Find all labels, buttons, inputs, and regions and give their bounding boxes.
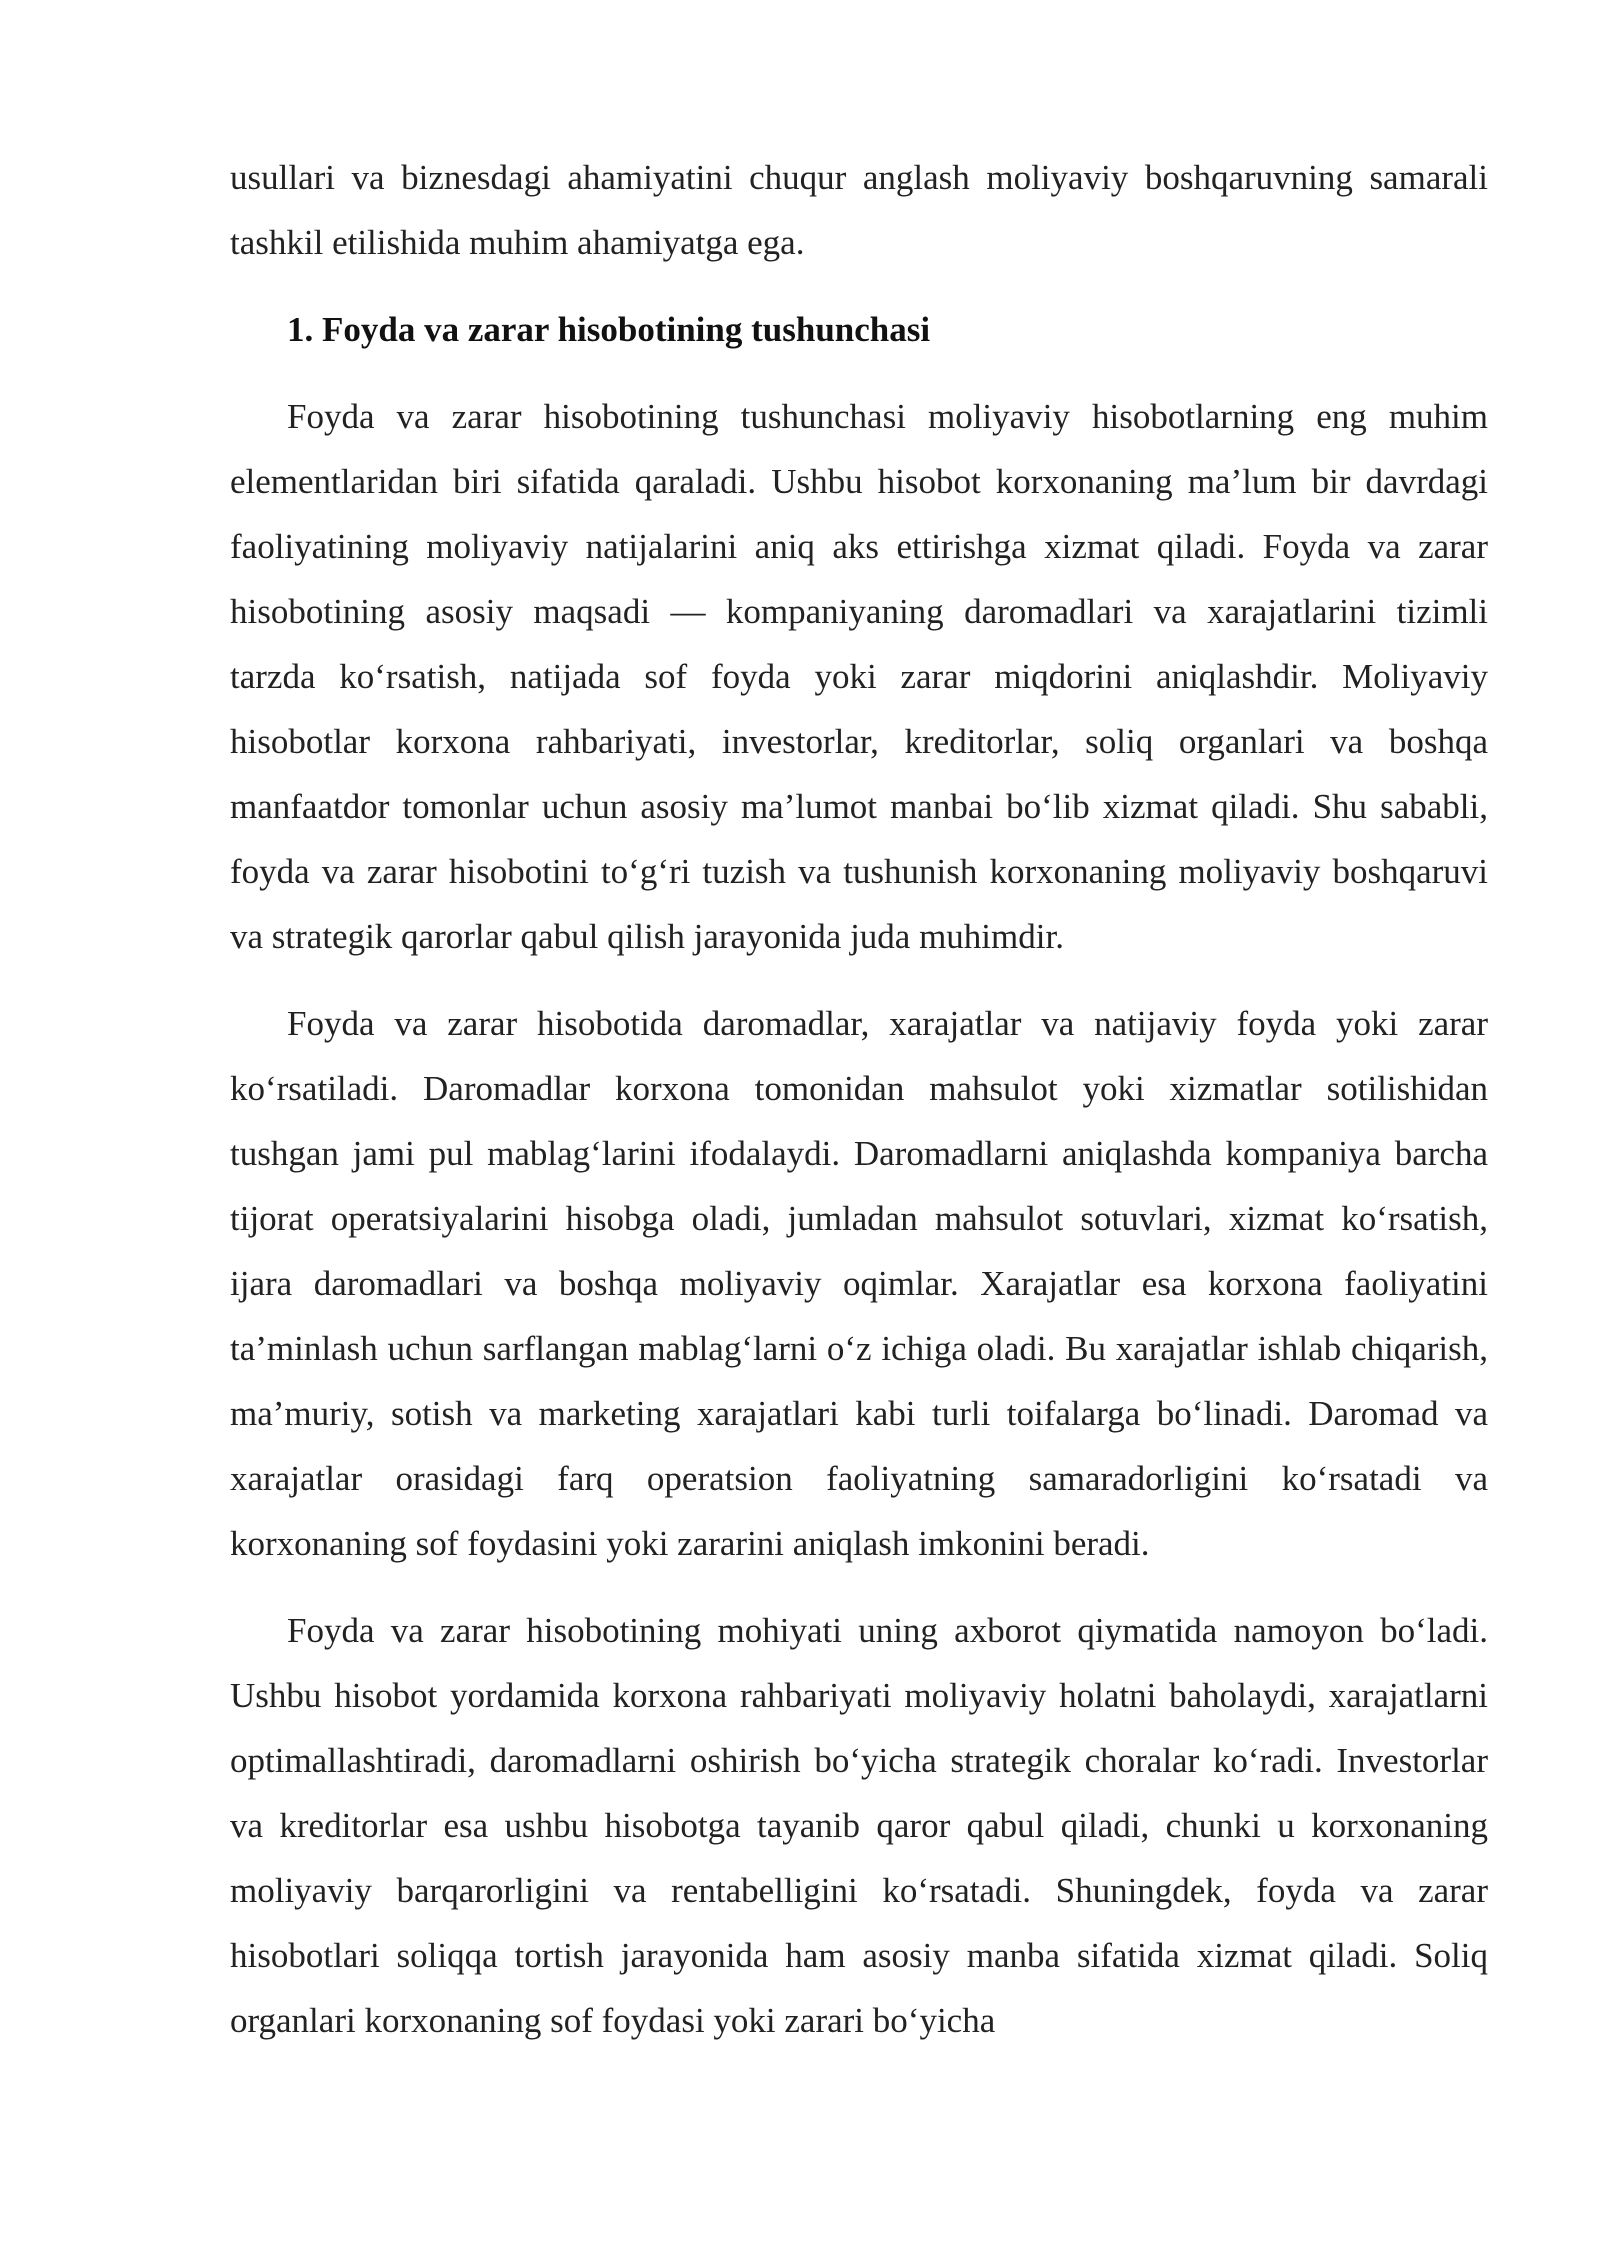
body-paragraph-1: Foyda va zarar hisobotining tushunchasi moliyaviy hisobotlarning eng muhim elementlaridan biri sifatida qaraladi. Ushbu hisobot korxonaning ma’lum bir davrdagi faoliyatining moliyaviy natijalarini aniq aks ettirishga xizmat qiladi. Foyda va zarar hisobotining asosiy maqsadi — kompaniyaning daromadlari va xarajatlarini tizimli tarzda ko‘rsatish, natijada sof foyda yoki zarar miqdorini aniqlashdir. Moliyaviy hisobotlar korxona rahbariyati, investorlar, kreditorlar, soliq organlari va boshqa manfaatdor tomonlar uchun asosiy ma’lumot manbai bo‘lib xizmat qiladi. Shu sababli, foyda va zarar hisobotini to‘g‘ri tuzish va tushunish korxonaning moliyaviy boshqaruvi va strategik qarorlar qabul qilish jarayonida juda muhimdir. — [230, 397, 1488, 956]
body-paragraph-3: Foyda va zarar hisobotining mohiyati uning axborot qiymatida namoyon bo‘ladi. Ushbu hisobot yordamida korxona rahbariyati moliyaviy holatni baholaydi, xarajatlarni optimallashtiradi, daromadlarni oshirish bo‘yicha strategik choralar ko‘radi. Investorlar va kreditorlar esa ushbu hisobotga tayanib qaror qabul qiladi, chunki u korxonaning moliyaviy barqarorligini va rentabelligini ko‘rsatadi. Shuningdek, foyda va zarar hisobotlari soliqqa tortish jarayonida ham asosiy manba sifatida xizmat qiladi. Soliq organlari korxonaning sof foydasi yoki zarari bo‘yicha — [230, 1611, 1488, 2040]
section-heading: 1. Foyda va zarar hisobotining tushunchasi — [287, 310, 931, 349]
body-paragraph-2: Foyda va zarar hisobotida daromadlar, xarajatlar va natijaviy foyda yoki zarar ko‘rsatiladi. Daromadlar korxona tomonidan mahsulot yoki xizmatlar sotilishidan tushgan jami pul mablag‘larini ifodalaydi. Daromadlarni aniqlashda kompaniya barcha tijorat operatsiyalarini hisobga oladi, jumladan mahsulot sotuvlari, xizmat ko‘rsatish, ijara daromadlari va boshqa moliyaviy oqimlar. Xarajatlar esa korxona faoliyatini ta’minlash uchun sarflangan mablag‘larni o‘z ichiga oladi. Bu xarajatlar ishlab chiqarish, ma’muriy, sotish va marketing xarajatlari kabi turli toifalarga bo‘linadi. Daromad va xarajatlar orasidagi farq operatsion faoliyatning samaradorligini ko‘rsatadi va korxonaning sof foydasini yoki zararini aniqlash imkonini beradi. — [230, 1004, 1488, 1563]
intro-continuation-paragraph: usullari va biznesdagi ahamiyatini chuqur anglash moliyaviy boshqaruvning samarali tashkil etilishida muhim ahamiyatga ega. — [230, 158, 1488, 262]
document-page — [230, 145, 1488, 2075]
